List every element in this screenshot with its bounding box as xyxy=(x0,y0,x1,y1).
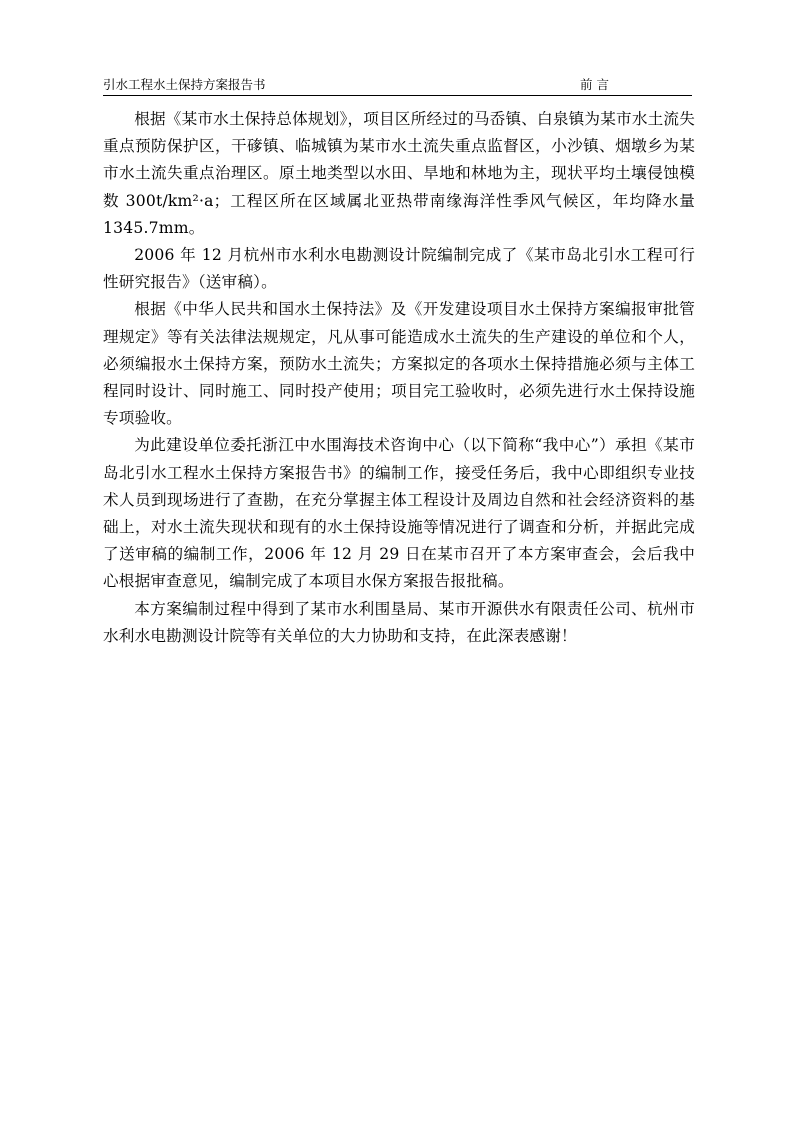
section-title-header: 前言 xyxy=(580,77,614,92)
paragraph-legal-basis: 根据《中华人民共和国水土保持法》及《开发建设项目水土保持方案编报审批管理规定》等有关法律法规规定，凡从事可能造成水土流失的生产建设的单位和个人，必须编报水土保持方案，预防水土流失；方案拟定的各项水土保持措施必须与主体工程同时设计、同时施工、同时投产使用；项目完工验收时，必须先进行水土保持设施专项验收。 xyxy=(103,300,695,428)
paragraph-acknowledgement: 本方案编制过程中得到了某市水利围垦局、某市开源供水有限责任公司、杭州市水利水电勘测设计院等有关单位的大力协助和支持，在此深表感谢！ xyxy=(103,599,695,645)
page-header xyxy=(103,77,692,96)
document-body xyxy=(103,106,695,650)
document-title-header: 引水工程水土保持方案报告书 xyxy=(103,77,266,92)
paragraph-planning: 根据《某市水土保持总体规划》，项目区所经过的马岙镇、白泉镇为某市水土流失重点预防保护区，干䃎镇、临城镇为某市水土流失重点监督区，小沙镇、烟墩乡为某市水土流失重点治理区。原土地类型以水田、旱地和林地为主，现状平均土壤侵蚀模数 300t/km²·a；工程区所在区域属北亚热带南缘海洋性季风气候区，年均降水量 1345.7mm。 xyxy=(103,110,695,237)
paragraph-feasibility-report: 2006 年 12 月杭州市水利水电勘测设计院编制完成了《某市岛北引水工程可行性研究报告》（送审稿）。 xyxy=(103,246,695,292)
paragraph-commission: 为此建设单位委托浙江中水围海技术咨询中心（以下简称“我中心”）承担《某市岛北引水工程水土保持方案报告书》的编制工作，接受任务后，我中心即组织专业技术人员到现场进行了查勘，在充分掌握主体工程设计及周边自然和社会经济资料的基础上，对水土流失现状和现有的水土保持设施等情况进行了调查和分析，并据此完成了送审稿的编制工作，2006 年 12 月 29 日在某市召开了本方案审查会，会后我中心根据审查意见，编制完成了本项目水保方案报告报批稿。 xyxy=(103,436,695,591)
